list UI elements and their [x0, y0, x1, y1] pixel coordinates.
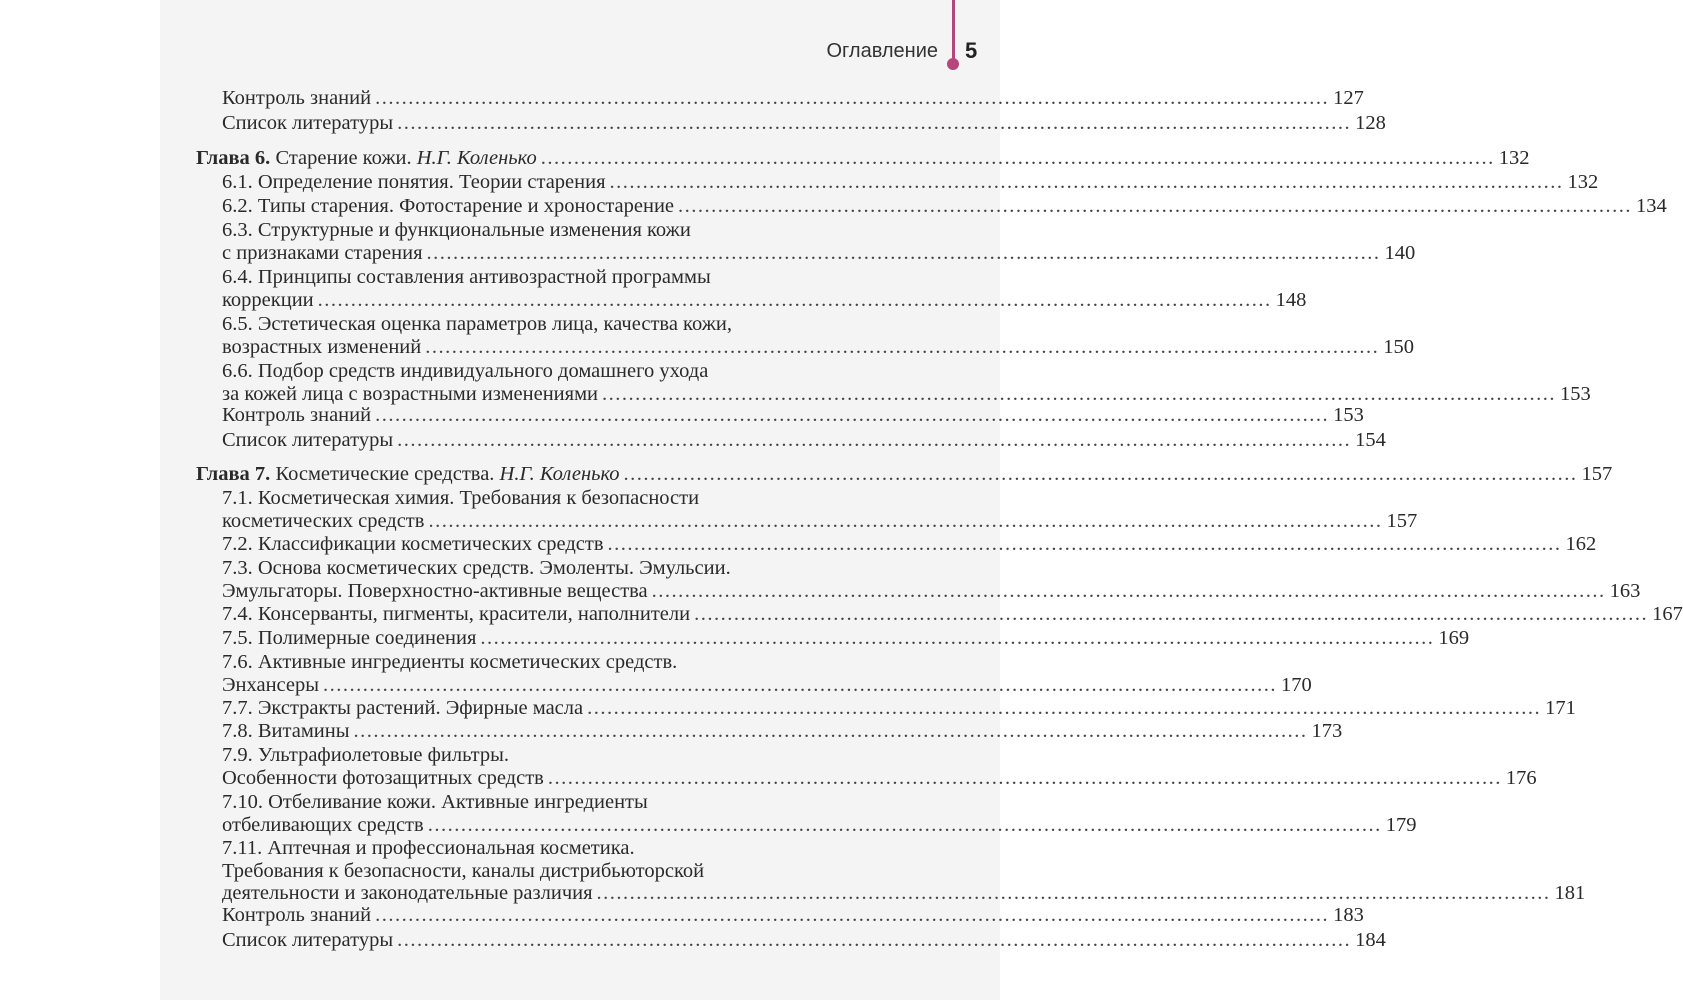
toc-entry[interactable]: Контроль знаний ................................................................................................................................................ 183	[222, 904, 1364, 926]
toc-entry[interactable]: Список литературы ................................................................................................................................................ 128	[222, 112, 1386, 134]
toc-entry[interactable]: 6.2. Типы старения. Фотостарение и хроностарение ................................................................................................................................................ 134	[222, 195, 1667, 217]
toc-entry[interactable]: 7.2. Классификации косметических средств ................................................................................................................................................ 162	[222, 533, 1597, 555]
toc-entry-line: 7.11. Аптечная и профессиональная косметика.	[222, 837, 635, 859]
toc-entry-line: 7.10. Отбеливание кожи. Активные ингредиенты	[222, 791, 648, 813]
toc-entry[interactable]: 7.7. Экстракты растений. Эфирные масла ................................................................................................................................................ 171	[222, 697, 1576, 719]
table-of-contents	[160, 0, 1683, 1000]
toc-entry[interactable]: коррекции ................................................................................................................................................ 148	[222, 289, 1307, 311]
toc-entry-line: 7.1. Косметическая химия. Требования к безопасности	[222, 487, 700, 509]
running-head: Оглавление	[826, 40, 938, 62]
toc-entry[interactable]: 7.8. Витамины ................................................................................................................................................ 173	[222, 720, 1343, 742]
toc-entry[interactable]: Эмульгаторы. Поверхностно-активные вещества ................................................................................................................................................ 163	[222, 580, 1641, 602]
toc-entry-line: 7.9. Ультрафиолетовые фильтры.	[222, 744, 510, 766]
toc-chapter-7[interactable]: Глава 7. Косметические средства. Н.Г. Коленько ................................................................................................................................................ 157	[196, 463, 1613, 485]
toc-entry[interactable]: Энхансеры ................................................................................................................................................ 170	[222, 674, 1312, 696]
toc-entry[interactable]: за кожей лица с возрастными изменениями ................................................................................................................................................ 153	[222, 383, 1591, 405]
page-number: 5	[965, 38, 978, 63]
toc-entry[interactable]: возрастных изменений ................................................................................................................................................ 150	[222, 336, 1414, 358]
toc-entry-line: 7.6. Активные ингредиенты косметических средств.	[222, 651, 678, 673]
toc-entry[interactable]: Список литературы ................................................................................................................................................ 154	[222, 429, 1386, 451]
toc-entry[interactable]: Особенности фотозащитных средств ................................................................................................................................................ 176	[222, 767, 1537, 789]
toc-entry-line: 6.4. Принципы составления антивозрастной программы	[222, 266, 711, 288]
toc-chapter-6[interactable]: Глава 6. Старение кожи. Н.Г. Коленько ................................................................................................................................................ 132	[196, 147, 1530, 169]
toc-entry[interactable]: Список литературы ................................................................................................................................................ 184	[222, 929, 1386, 951]
toc-entry-line: 6.3. Структурные и функциональные изменения кожи	[222, 219, 691, 241]
toc-entry-line: 6.5. Эстетическая оценка параметров лица, качества кожи,	[222, 313, 732, 335]
toc-entry[interactable]: косметических средств ................................................................................................................................................ 157	[222, 510, 1418, 532]
toc-entry-line: Требования к безопасности, каналы дистрибьюторской	[222, 860, 705, 882]
toc-entry-line: 6.6. Подбор средств индивидуального домашнего ухода	[222, 360, 709, 382]
book-page	[160, 0, 1683, 1000]
toc-entry[interactable]: Контроль знаний ................................................................................................................................................ 127	[222, 87, 1364, 109]
toc-entry[interactable]: отбеливающих средств ................................................................................................................................................ 179	[222, 814, 1417, 836]
toc-entry[interactable]: деятельности и законодательные различия ................................................................................................................................................ 181	[222, 882, 1586, 904]
toc-entry[interactable]: 6.1. Определение понятия. Теории старения ................................................................................................................................................ 132	[222, 171, 1599, 193]
toc-entry[interactable]: 7.5. Полимерные соединения ................................................................................................................................................ 169	[222, 627, 1470, 649]
toc-entry-line: 7.3. Основа косметических средств. Эмоленты. Эмульсии.	[222, 557, 731, 579]
toc-entry[interactable]: Контроль знаний ................................................................................................................................................ 153	[222, 404, 1364, 426]
toc-entry[interactable]: 7.4. Консерванты, пигменты, красители, наполнители ................................................................................................................................................ 167	[222, 603, 1683, 625]
toc-entry[interactable]: с признаками старения ................................................................................................................................................ 140	[222, 242, 1416, 264]
